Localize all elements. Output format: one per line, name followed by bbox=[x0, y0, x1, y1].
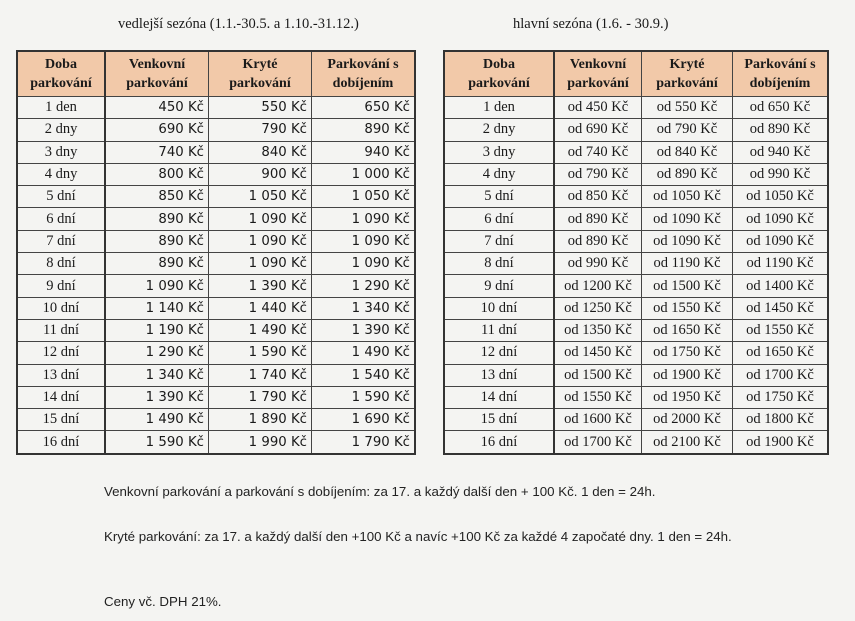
covered-price-cell: 1 390 Kč bbox=[209, 275, 312, 297]
duration-cell: 4 dny bbox=[444, 163, 554, 185]
duration-cell: 4 dny bbox=[17, 163, 105, 185]
duration-cell: 11 dní bbox=[17, 319, 105, 341]
note-outdoor-charging: Venkovní parkování a parkování s dobíjením: za 17. a každý další den + 100 Kč. 1 den = 24h. bbox=[104, 484, 656, 499]
off-season-price-table bbox=[16, 50, 416, 455]
duration-cell: 3 dny bbox=[444, 141, 554, 163]
table-row bbox=[444, 163, 828, 185]
table-row bbox=[444, 141, 828, 163]
charging-price-cell: 1 000 Kč bbox=[312, 163, 416, 185]
charging-price-cell: 1 690 Kč bbox=[312, 409, 416, 431]
table-row bbox=[444, 97, 828, 119]
charging-price-cell: 1 050 Kč bbox=[312, 186, 416, 208]
table-row bbox=[444, 230, 828, 252]
covered-price-cell: od 1190 Kč bbox=[642, 253, 733, 275]
covered-price-cell: 550 Kč bbox=[209, 97, 312, 119]
duration-cell: 16 dní bbox=[444, 431, 554, 454]
charging-price-cell: od 650 Kč bbox=[733, 97, 829, 119]
outdoor-price-cell: od 1450 Kč bbox=[554, 342, 642, 364]
charging-price-cell: od 1650 Kč bbox=[733, 342, 829, 364]
outdoor-price-cell: od 450 Kč bbox=[554, 97, 642, 119]
covered-price-cell: od 1650 Kč bbox=[642, 319, 733, 341]
covered-price-cell: 1 090 Kč bbox=[209, 208, 312, 230]
table-row bbox=[444, 342, 828, 364]
outdoor-price-cell: od 1550 Kč bbox=[554, 386, 642, 408]
table-row bbox=[17, 342, 415, 364]
outdoor-price-cell: 890 Kč bbox=[105, 230, 209, 252]
duration-cell: 12 dní bbox=[17, 342, 105, 364]
table-row bbox=[17, 386, 415, 408]
table-row bbox=[17, 275, 415, 297]
header-charging: Parkování s dobíjením bbox=[312, 51, 416, 97]
charging-price-cell: od 1050 Kč bbox=[733, 186, 829, 208]
charging-price-cell: 1 590 Kč bbox=[312, 386, 416, 408]
duration-cell: 13 dní bbox=[17, 364, 105, 386]
outdoor-price-cell: 800 Kč bbox=[105, 163, 209, 185]
outdoor-price-cell: 1 140 Kč bbox=[105, 297, 209, 319]
covered-price-cell: od 1950 Kč bbox=[642, 386, 733, 408]
outdoor-price-cell: 1 390 Kč bbox=[105, 386, 209, 408]
main-season-price-table bbox=[443, 50, 829, 455]
header-covered: Kryté parkování bbox=[642, 51, 733, 97]
covered-price-cell: od 1500 Kč bbox=[642, 275, 733, 297]
duration-cell: 14 dní bbox=[444, 386, 554, 408]
duration-cell: 7 dní bbox=[17, 230, 105, 252]
charging-price-cell: 890 Kč bbox=[312, 119, 416, 141]
covered-price-cell: 900 Kč bbox=[209, 163, 312, 185]
duration-cell: 2 dny bbox=[17, 119, 105, 141]
header-duration: Doba parkování bbox=[444, 51, 554, 97]
covered-price-cell: od 1550 Kč bbox=[642, 297, 733, 319]
charging-price-cell: 940 Kč bbox=[312, 141, 416, 163]
charging-price-cell: 1 090 Kč bbox=[312, 253, 416, 275]
table-row bbox=[17, 230, 415, 252]
covered-price-cell: od 1050 Kč bbox=[642, 186, 733, 208]
table-row bbox=[17, 297, 415, 319]
note-vat: Ceny vč. DPH 21%. bbox=[104, 594, 222, 609]
table-row bbox=[17, 119, 415, 141]
covered-price-cell: 1 090 Kč bbox=[209, 230, 312, 252]
table-row bbox=[17, 163, 415, 185]
charging-price-cell: od 890 Kč bbox=[733, 119, 829, 141]
covered-price-cell: od 840 Kč bbox=[642, 141, 733, 163]
covered-price-cell: od 790 Kč bbox=[642, 119, 733, 141]
charging-price-cell: od 1800 Kč bbox=[733, 409, 829, 431]
charging-price-cell: od 1700 Kč bbox=[733, 364, 829, 386]
table-row bbox=[17, 97, 415, 119]
outdoor-price-cell: 850 Kč bbox=[105, 186, 209, 208]
note-covered: Kryté parkování: za 17. a každý další den +100 Kč a navíc +100 Kč za každé 4 započaté dny. 1 den = 24h. bbox=[104, 529, 732, 544]
charging-price-cell: 1 540 Kč bbox=[312, 364, 416, 386]
duration-cell: 5 dní bbox=[444, 186, 554, 208]
table-row bbox=[444, 186, 828, 208]
charging-price-cell: 1 390 Kč bbox=[312, 319, 416, 341]
covered-price-cell: od 890 Kč bbox=[642, 163, 733, 185]
charging-price-cell: 1 290 Kč bbox=[312, 275, 416, 297]
covered-price-cell: 1 090 Kč bbox=[209, 253, 312, 275]
covered-price-cell: 790 Kč bbox=[209, 119, 312, 141]
header-charging: Parkování s dobíjením bbox=[733, 51, 829, 97]
table-row bbox=[444, 409, 828, 431]
duration-cell: 11 dní bbox=[444, 319, 554, 341]
table-row bbox=[444, 386, 828, 408]
outdoor-price-cell: 690 Kč bbox=[105, 119, 209, 141]
duration-cell: 14 dní bbox=[17, 386, 105, 408]
main-season-title: hlavní sezóna (1.6. - 30.9.) bbox=[513, 16, 669, 32]
table-row bbox=[17, 208, 415, 230]
charging-price-cell: od 940 Kč bbox=[733, 141, 829, 163]
charging-price-cell: od 1900 Kč bbox=[733, 431, 829, 454]
outdoor-price-cell: od 740 Kč bbox=[554, 141, 642, 163]
charging-price-cell: od 1450 Kč bbox=[733, 297, 829, 319]
table-row bbox=[17, 409, 415, 431]
covered-price-cell: od 1090 Kč bbox=[642, 230, 733, 252]
outdoor-price-cell: 1 490 Kč bbox=[105, 409, 209, 431]
duration-cell: 15 dní bbox=[17, 409, 105, 431]
covered-price-cell: od 2000 Kč bbox=[642, 409, 733, 431]
table-row bbox=[444, 275, 828, 297]
duration-cell: 9 dní bbox=[17, 275, 105, 297]
duration-cell: 2 dny bbox=[444, 119, 554, 141]
outdoor-price-cell: 1 340 Kč bbox=[105, 364, 209, 386]
charging-price-cell: od 990 Kč bbox=[733, 163, 829, 185]
duration-cell: 5 dní bbox=[17, 186, 105, 208]
charging-price-cell: 1 090 Kč bbox=[312, 230, 416, 252]
outdoor-price-cell: od 1500 Kč bbox=[554, 364, 642, 386]
covered-price-cell: 1 990 Kč bbox=[209, 431, 312, 454]
duration-cell: 10 dní bbox=[444, 297, 554, 319]
charging-price-cell: od 1400 Kč bbox=[733, 275, 829, 297]
covered-price-cell: 1 790 Kč bbox=[209, 386, 312, 408]
outdoor-price-cell: 1 090 Kč bbox=[105, 275, 209, 297]
duration-cell: 13 dní bbox=[444, 364, 554, 386]
duration-cell: 12 dní bbox=[444, 342, 554, 364]
outdoor-price-cell: od 1700 Kč bbox=[554, 431, 642, 454]
covered-price-cell: od 1900 Kč bbox=[642, 364, 733, 386]
covered-price-cell: 1 890 Kč bbox=[209, 409, 312, 431]
charging-price-cell: 1 340 Kč bbox=[312, 297, 416, 319]
table-row bbox=[17, 431, 415, 454]
table-row bbox=[444, 319, 828, 341]
outdoor-price-cell: od 1600 Kč bbox=[554, 409, 642, 431]
covered-price-cell: 840 Kč bbox=[209, 141, 312, 163]
off-season-title: vedlejší sezóna (1.1.-30.5. a 1.10.-31.12.) bbox=[118, 16, 359, 32]
outdoor-price-cell: od 690 Kč bbox=[554, 119, 642, 141]
header-covered: Kryté parkování bbox=[209, 51, 312, 97]
outdoor-price-cell: 890 Kč bbox=[105, 253, 209, 275]
table-row bbox=[444, 297, 828, 319]
header-outdoor: Venkovní parkování bbox=[554, 51, 642, 97]
outdoor-price-cell: od 790 Kč bbox=[554, 163, 642, 185]
charging-price-cell: od 1090 Kč bbox=[733, 208, 829, 230]
duration-cell: 1 den bbox=[17, 97, 105, 119]
duration-cell: 7 dní bbox=[444, 230, 554, 252]
header-outdoor: Venkovní parkování bbox=[105, 51, 209, 97]
duration-cell: 10 dní bbox=[17, 297, 105, 319]
outdoor-price-cell: 740 Kč bbox=[105, 141, 209, 163]
charging-price-cell: od 1090 Kč bbox=[733, 230, 829, 252]
duration-cell: 8 dní bbox=[17, 253, 105, 275]
outdoor-price-cell: od 1200 Kč bbox=[554, 275, 642, 297]
covered-price-cell: od 550 Kč bbox=[642, 97, 733, 119]
charging-price-cell: 1 490 Kč bbox=[312, 342, 416, 364]
header-duration: Doba parkování bbox=[17, 51, 105, 97]
covered-price-cell: 1 490 Kč bbox=[209, 319, 312, 341]
duration-cell: 3 dny bbox=[17, 141, 105, 163]
charging-price-cell: 1 090 Kč bbox=[312, 208, 416, 230]
table-header-row bbox=[17, 51, 415, 97]
outdoor-price-cell: 1 590 Kč bbox=[105, 431, 209, 454]
duration-cell: 15 dní bbox=[444, 409, 554, 431]
table-row bbox=[17, 364, 415, 386]
table-row bbox=[444, 253, 828, 275]
outdoor-price-cell: od 990 Kč bbox=[554, 253, 642, 275]
outdoor-price-cell: 1 290 Kč bbox=[105, 342, 209, 364]
duration-cell: 1 den bbox=[444, 97, 554, 119]
outdoor-price-cell: 450 Kč bbox=[105, 97, 209, 119]
duration-cell: 16 dní bbox=[17, 431, 105, 454]
duration-cell: 8 dní bbox=[444, 253, 554, 275]
outdoor-price-cell: 1 190 Kč bbox=[105, 319, 209, 341]
outdoor-price-cell: od 850 Kč bbox=[554, 186, 642, 208]
table-row bbox=[444, 119, 828, 141]
charging-price-cell: od 1750 Kč bbox=[733, 386, 829, 408]
table-row bbox=[444, 364, 828, 386]
table-row bbox=[17, 253, 415, 275]
outdoor-price-cell: 890 Kč bbox=[105, 208, 209, 230]
table-row bbox=[17, 319, 415, 341]
covered-price-cell: 1 740 Kč bbox=[209, 364, 312, 386]
covered-price-cell: 1 440 Kč bbox=[209, 297, 312, 319]
covered-price-cell: 1 050 Kč bbox=[209, 186, 312, 208]
table-row bbox=[444, 208, 828, 230]
table-row bbox=[17, 186, 415, 208]
covered-price-cell: 1 590 Kč bbox=[209, 342, 312, 364]
covered-price-cell: od 2100 Kč bbox=[642, 431, 733, 454]
table-row bbox=[444, 431, 828, 454]
covered-price-cell: od 1090 Kč bbox=[642, 208, 733, 230]
charging-price-cell: od 1190 Kč bbox=[733, 253, 829, 275]
outdoor-price-cell: od 890 Kč bbox=[554, 230, 642, 252]
outdoor-price-cell: od 1350 Kč bbox=[554, 319, 642, 341]
charging-price-cell: od 1550 Kč bbox=[733, 319, 829, 341]
charging-price-cell: 1 790 Kč bbox=[312, 431, 416, 454]
charging-price-cell: 650 Kč bbox=[312, 97, 416, 119]
covered-price-cell: od 1750 Kč bbox=[642, 342, 733, 364]
outdoor-price-cell: od 890 Kč bbox=[554, 208, 642, 230]
duration-cell: 6 dní bbox=[17, 208, 105, 230]
table-row bbox=[17, 141, 415, 163]
outdoor-price-cell: od 1250 Kč bbox=[554, 297, 642, 319]
table-header-row bbox=[444, 51, 828, 97]
duration-cell: 6 dní bbox=[444, 208, 554, 230]
duration-cell: 9 dní bbox=[444, 275, 554, 297]
